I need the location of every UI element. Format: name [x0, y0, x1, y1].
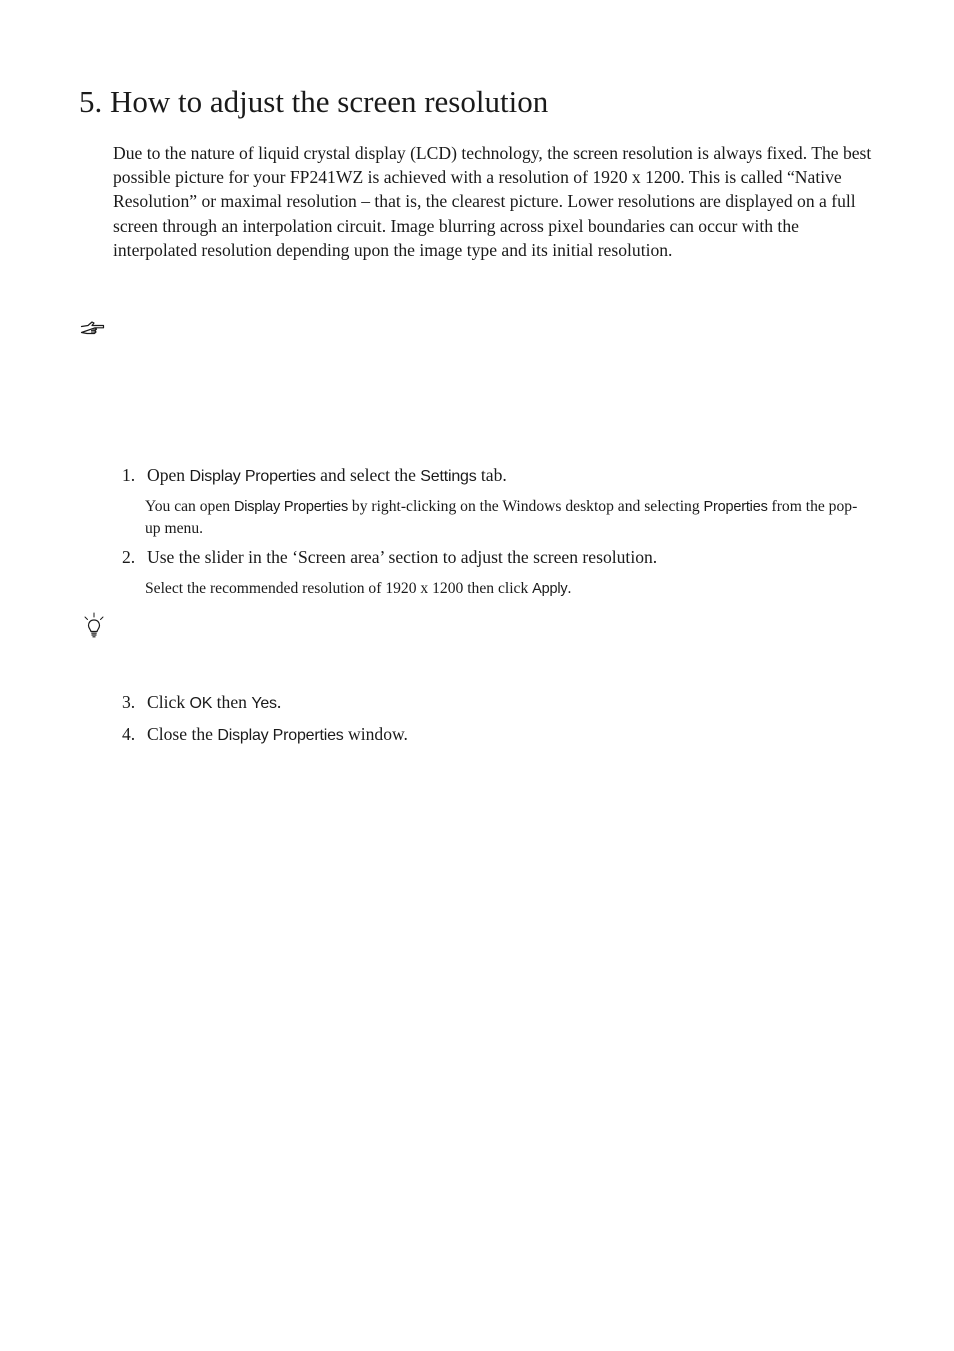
intro-paragraph: Due to the nature of liquid crystal display (LCD) technology, the screen resolution is always fixed. The best possible picture for your FP241WZ is achieved with a resolution of 1920 x 1200. This is called “Native Resolution” or maximal resolution – that is, the clearest picture. Lower resolutions are displayed on a full screen through an interpolation circuit. Image blurring across pixel boundaries can occur with the interpolated resolution depending upon the image type and its initial resolution.	[113, 143, 872, 260]
step-number: 4.	[122, 724, 136, 744]
pointing-hand-icon	[80, 320, 106, 338]
ui-term-display-properties: Display Properties	[233, 499, 349, 515]
ui-term-apply: Apply	[532, 581, 568, 597]
step-number: 2.	[122, 547, 136, 567]
ui-term-yes: Yes	[251, 695, 277, 712]
step-number: 3.	[122, 692, 136, 712]
ui-term-display-properties: Display Properties	[217, 727, 344, 744]
page-title: 5. How to adjust the screen resolution	[79, 84, 549, 119]
step-2-detail: Select the recommended resolution of 1920 x 1200 then click Apply.	[145, 580, 572, 597]
step-1: 1. Open Display Properties and select the Settings tab.	[122, 465, 507, 485]
step-1-detail: You can open Display Properties by right-clicking on the Windows desktop and selecting Properties from the pop-up menu.	[145, 498, 858, 537]
ui-term-display-properties: Display Properties	[189, 468, 316, 485]
step-4: 4. Close the Display Properties window.	[122, 724, 408, 744]
step-2: 2. Use the slider in the ‘Screen area’ section to adjust the screen resolution.	[122, 547, 658, 567]
step-3: 3. Click OK then Yes.	[122, 692, 282, 712]
light-bulb-icon	[82, 612, 106, 640]
step-number: 1.	[122, 465, 136, 485]
ui-term-settings: Settings	[420, 468, 477, 485]
ui-term-properties: Properties	[703, 499, 768, 515]
ui-term-ok: OK	[189, 695, 213, 712]
